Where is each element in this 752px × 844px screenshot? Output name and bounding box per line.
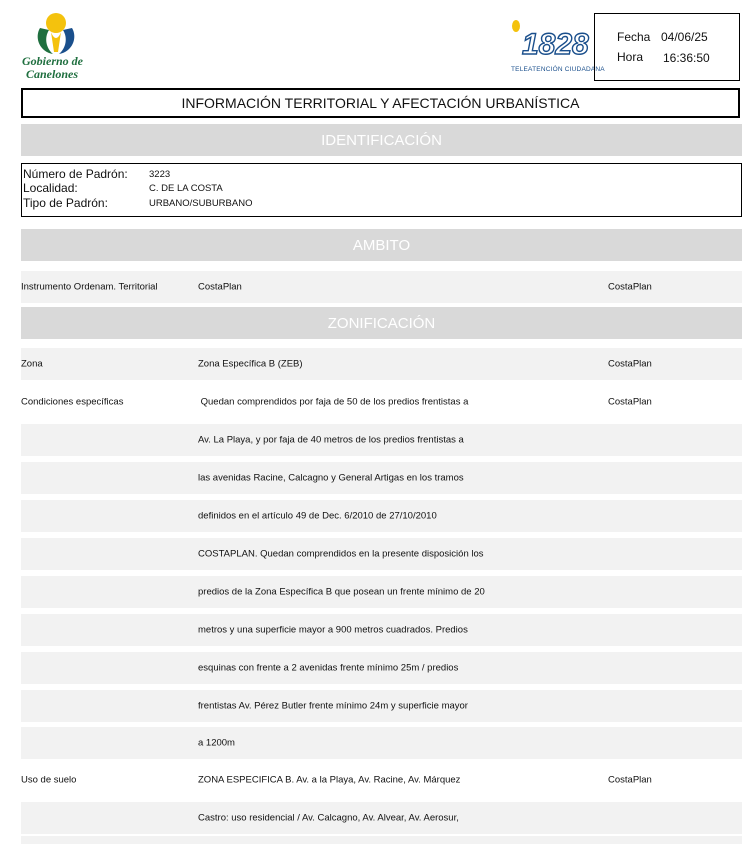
teleatencion-caption: TELEATENCIÓN CIUDADANA xyxy=(511,66,605,73)
row-label: Zona xyxy=(21,358,43,370)
row-value: Quedan comprendidos por faja de 50 de los predios frentistas a xyxy=(198,396,469,408)
row-value: metros y una superficie mayor a 900 metros cuadrados. Predios xyxy=(198,624,468,636)
phone-1828-icon xyxy=(508,16,589,64)
ident-label: Número de Padrón: xyxy=(23,167,128,181)
row-label: Condiciones específicas xyxy=(21,396,124,408)
table-row xyxy=(21,576,742,608)
table-row xyxy=(21,802,742,834)
row-label: Instrumento Ordenam. Territorial xyxy=(21,281,158,293)
row-source: CostaPlan xyxy=(608,281,652,293)
section-ambito: AMBITO xyxy=(21,229,742,261)
row-value: definidos en el artículo 49 de Dec. 6/2010 de 27/10/2010 xyxy=(198,510,437,522)
ident-value: 3223 xyxy=(149,169,171,180)
ident-row-padron xyxy=(23,167,723,182)
table-row xyxy=(21,690,742,722)
row-value: COSTAPLAN. Quedan comprendidos en la presente disposición los xyxy=(198,548,484,560)
row-value: Av. La Playa, y por faja de 40 metros de los predios frentistas a xyxy=(198,434,464,446)
gobierno-caption xyxy=(22,55,83,81)
hora-value: 16:36:50 xyxy=(663,51,710,65)
table-row xyxy=(21,462,742,494)
table-row xyxy=(21,836,742,844)
document-title: INFORMACIÓN TERRITORIAL Y AFECTACIÓN URBANÍSTICA xyxy=(21,88,740,118)
row-source: CostaPlan xyxy=(608,774,652,786)
table-row xyxy=(21,614,742,646)
gobierno-line2: Canelones xyxy=(26,67,79,81)
ident-label: Localidad: xyxy=(23,181,78,195)
table-row xyxy=(21,764,742,796)
table-row xyxy=(21,424,742,456)
table-row xyxy=(21,727,742,759)
section-zonificacion: ZONIFICACIÓN xyxy=(21,307,742,339)
canelones-emblem-icon xyxy=(20,10,100,56)
teleatencion-1828-logo xyxy=(508,16,605,78)
ident-value: C. DE LA COSTA xyxy=(149,183,223,194)
gobierno-line1: Gobierno de xyxy=(22,54,83,68)
table-row xyxy=(21,271,742,303)
row-value: frentistas Av. Pérez Butler frente mínimo 24m y superficie mayor xyxy=(198,700,468,712)
row-value: Zona Específica B (ZEB) xyxy=(198,358,303,370)
table-row xyxy=(21,538,742,570)
hora-label: Hora xyxy=(617,50,644,64)
ident-value: URBANO/SUBURBANO xyxy=(149,198,253,209)
row-value: ZONA ESPECIFICA B. Av. a la Playa, Av. Racine, Av. Márquez xyxy=(198,774,461,786)
identificacion-box xyxy=(21,163,742,217)
fecha-label: Fecha xyxy=(617,30,651,44)
gobierno-canelones-logo xyxy=(20,10,100,84)
date-time-box xyxy=(594,13,740,81)
row-label: Uso de suelo xyxy=(21,774,77,786)
table-row xyxy=(21,652,742,684)
row-value: CostaPlan xyxy=(198,281,242,293)
row-source: CostaPlan xyxy=(608,396,652,408)
fecha-value: 04/06/25 xyxy=(661,30,708,44)
row-value: a 1200m xyxy=(198,737,235,749)
row-value: Castro: uso residencial / Av. Calcagno, Av. Alvear, Av. Aerosur, xyxy=(198,812,459,824)
row-value: las avenidas Racine, Calcagno y General Artigas en los tramos xyxy=(198,472,464,484)
logo-1828-number: 1828 xyxy=(522,28,589,61)
section-identificacion: IDENTIFICACIÓN xyxy=(21,124,742,156)
table-row xyxy=(21,348,742,380)
table-row xyxy=(21,386,742,418)
ident-row-localidad xyxy=(23,181,723,196)
row-source: CostaPlan xyxy=(608,358,652,370)
ident-row-tipo xyxy=(23,196,723,211)
ident-label: Tipo de Padrón: xyxy=(23,196,108,210)
row-value: predios de la Zona Específica B que posean un frente mínimo de 20 xyxy=(198,586,485,598)
table-row xyxy=(21,500,742,532)
row-value: esquinas con frente a 2 avenidas frente mínimo 25m / predios xyxy=(198,662,459,674)
